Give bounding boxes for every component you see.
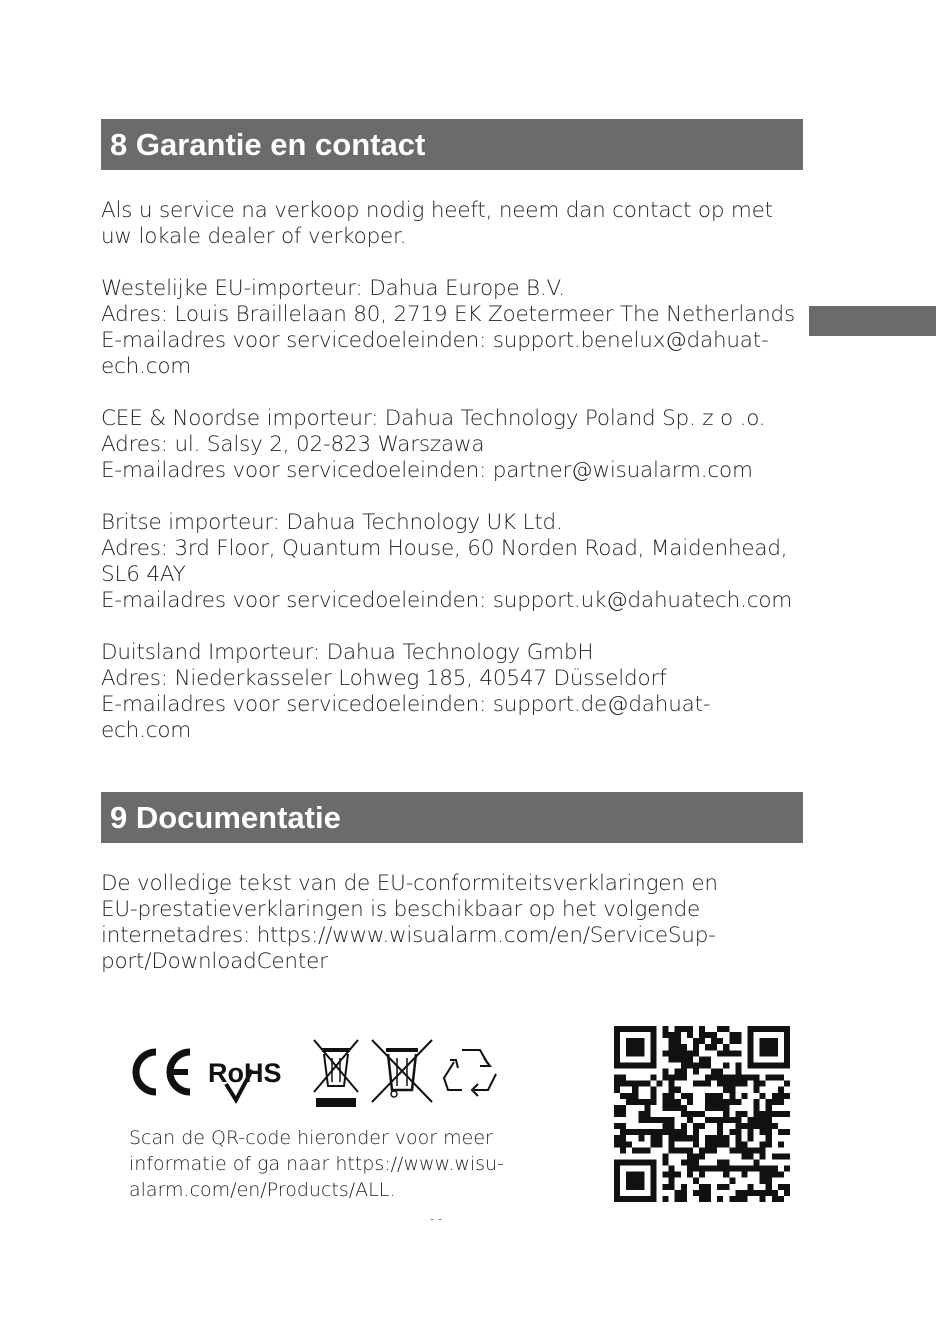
crossed-bin-icon <box>312 1036 360 1116</box>
importer-line: Adres: ul. Salsy 2, 02-823 Warszawa <box>101 432 485 457</box>
qr-code <box>614 1026 790 1202</box>
importer-line: Adres: 3rd Floor, Quantum House, 60 Norden Road, Maidenhead, <box>101 536 788 561</box>
importer-line: Adres: Niederkasseler Lohweg 185, 40547 Düsseldorf <box>101 666 667 691</box>
section-8-body <box>101 198 821 744</box>
rohs-label: RoHS <box>208 1058 282 1088</box>
rohs-mark-icon <box>208 1056 308 1106</box>
section-9-title: 9 Documentatie <box>101 792 803 843</box>
section-9-body <box>101 871 821 975</box>
page-dash: - - <box>430 1212 443 1226</box>
importer-line: CEE & Noordse importeur: Dahua Technology Poland Sp. z o .o. <box>101 406 766 431</box>
importer-line: ech.com <box>101 718 192 743</box>
qr-caption-line: informatie of ga naar https://www.wisu- <box>129 1153 504 1175</box>
recycle-icon <box>440 1044 502 1104</box>
doc-line: EU-prestatieverklaringen is beschikbaar op het volgende <box>101 897 701 922</box>
importer-line: Britse importeur: Dahua Technology UK Ltd. <box>101 510 563 535</box>
importer-line: Duitsland Importeur: Dahua Technology GmbH <box>101 640 594 665</box>
side-tab-marker <box>809 306 936 336</box>
intro-line: Als u service na verkoop nodig heeft, neem dan contact op met <box>101 198 773 223</box>
crossed-bin-icon <box>370 1036 434 1106</box>
qr-caption-line: alarm.com/en/Products/ALL. <box>129 1179 396 1201</box>
importer-line: ech.com <box>101 354 192 379</box>
doc-line: port/DownloadCenter <box>101 949 328 974</box>
qr-caption <box>129 1125 549 1203</box>
importer-line: E-mailadres voor servicedoeleinden: support.benelux@dahuat- <box>101 328 769 353</box>
importer-line: Westelijke EU-importeur: Dahua Europe B.V. <box>101 276 565 301</box>
importer-line: SL6 4AY <box>101 562 186 587</box>
intro-line: uw lokale dealer of verkoper. <box>101 224 407 249</box>
doc-line: internetadres: https://www.wisualarm.com/en/ServiceSup- <box>101 923 716 948</box>
importer-line: Adres: Louis Braillelaan 80, 2719 EK Zoetermeer The Netherlands <box>101 302 795 327</box>
section-8-title: 8 Garantie en contact <box>101 119 803 170</box>
importer-line: E-mailadres voor servicedoeleinden: support.de@dahuat- <box>101 692 711 717</box>
doc-line: De volledige tekst van de EU-conformiteitsverklaringen en <box>101 871 718 896</box>
importer-line: E-mailadres voor servicedoeleinden: partner@wisualarm.com <box>101 458 753 483</box>
ce-label: CE <box>126 1046 128 1047</box>
ce-mark-icon <box>126 1046 196 1098</box>
certification-logos <box>126 1036 516 1116</box>
qr-caption-line: Scan de QR-code hieronder voor meer <box>129 1127 493 1149</box>
importer-line: E-mailadres voor servicedoeleinden: support.uk@dahuatech.com <box>101 588 793 613</box>
